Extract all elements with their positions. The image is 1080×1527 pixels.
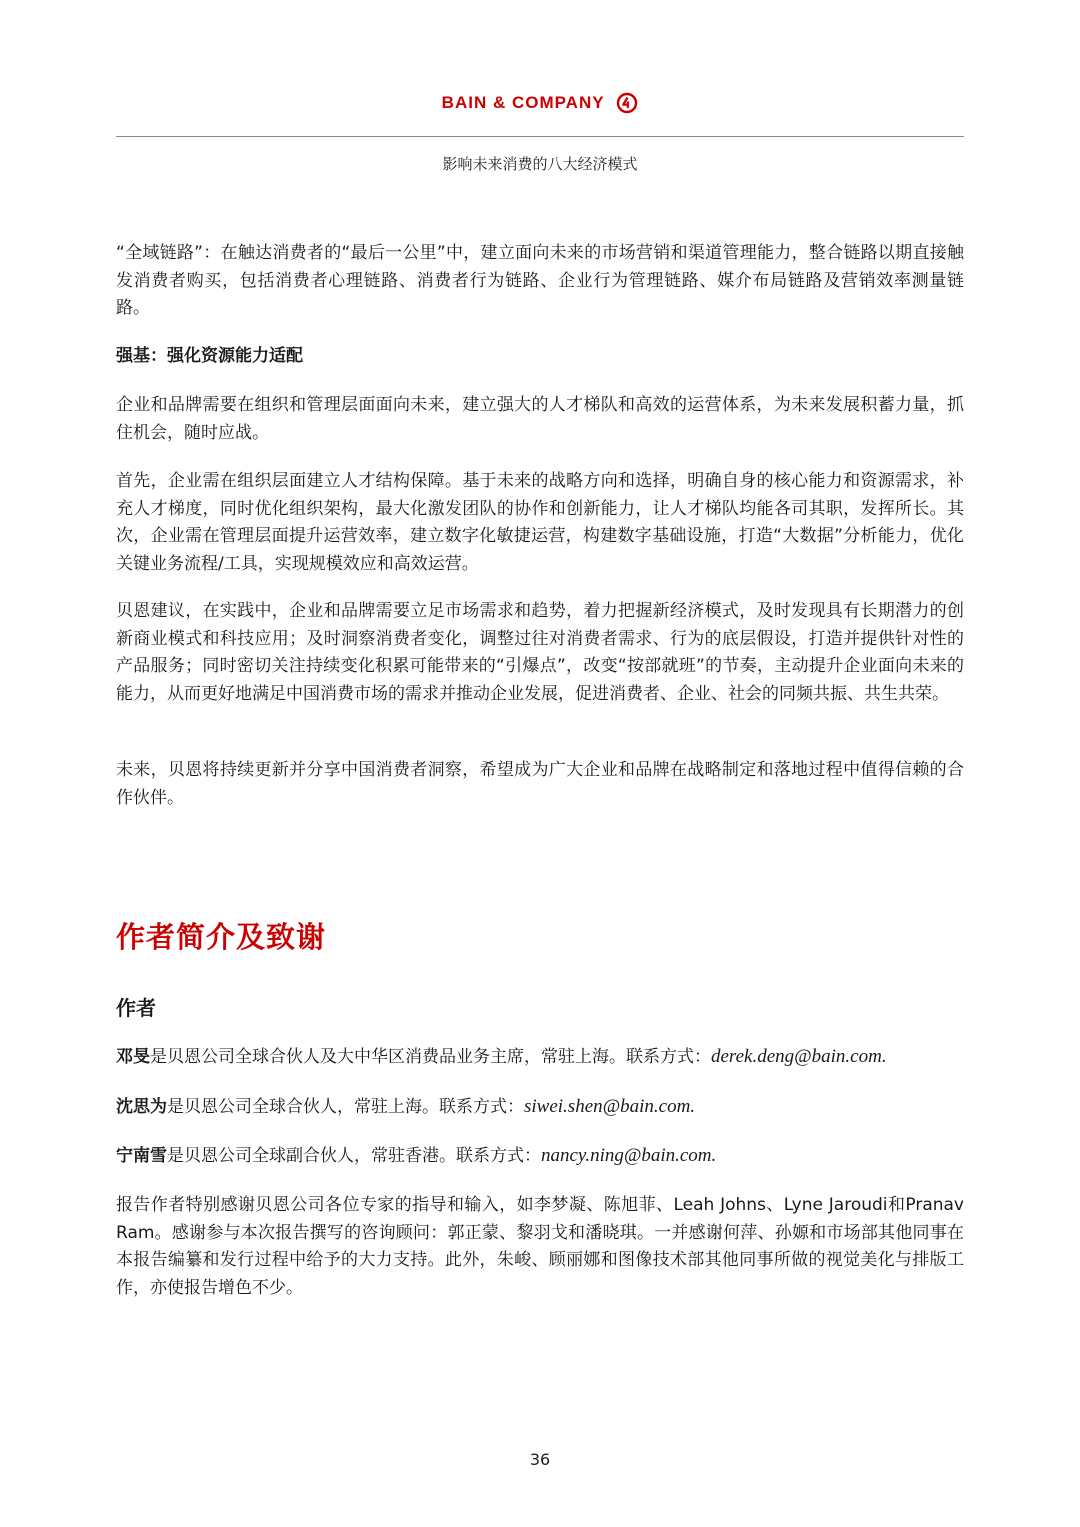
author-name: 邓旻 — [116, 1047, 150, 1067]
paragraph-advice — [116, 598, 964, 708]
logo-text: BAIN & COMPANY — [441, 93, 605, 112]
author-description: 是贝恩公司全球合伙人及大中华区消费品业务主席，常驻上海。联系方式： — [150, 1047, 711, 1067]
paragraph-channel — [116, 240, 964, 323]
paragraph-first — [116, 468, 964, 578]
paragraph-organization — [116, 392, 964, 447]
subheading-foundation — [116, 343, 964, 370]
subheading-foundation-text: 强基：强化资源能力适配 — [116, 346, 303, 366]
acknowledgement-text: 报告作者特别感谢贝恩公司各位专家的指导和输入，如李梦凝、陈旭菲、Leah Johns、Lyne Jaroudi和Pranav Ram。感谢参与本次报告撰写的咨询顾问：郭正蒙、黎羽戈和潘晓琪。一并感谢何萍、孙嫄和市场部其他同事在本报告编纂和发行过程中给予的大力支持。此外，朱峻、顾丽娜和图像技术部其他同事所做的视觉美化与排版工作，亦使报告增色不少。 — [116, 1195, 964, 1298]
acknowledgement — [116, 1192, 964, 1302]
section-title — [116, 917, 964, 957]
header-divider — [116, 136, 964, 137]
author-email: derek.deng@bain.com. — [711, 1046, 887, 1067]
paragraph-organization-text: 企业和品牌需要在组织和管理层面面向未来，建立强大的人才梯队和高效的运营体系，为未来发展积蓄力量，抓住机会，随时应战。 — [116, 395, 964, 443]
author-entry — [116, 1093, 964, 1121]
section-title-text: 作者简介及致谢 — [116, 920, 327, 954]
author-name: 沈思为 — [116, 1097, 167, 1117]
paragraph-advice-text: 贝恩建议，在实践中，企业和品牌需要立足市场需求和趋势，着力把握新经济模式，及时发现具有长期潜力的创新商业模式和科技应用；及时洞察消费者变化，调整过往对消费者需求、行为的底层假设，打造并提供针对性的产品服务；同时密切关注持续变化积累可能带来的“引爆点”，改变“按部就班”的节奏，主动提升企业面向未来的能力，从而更好地满足中国消费市场的需求并推动企业发展，促进消费者、企业、社会的同频共振、共生共荣。 — [116, 601, 964, 704]
authors-heading — [116, 993, 964, 1023]
paragraph-first-text: 首先，企业需在组织层面建立人才结构保障。基于未来的战略方向和选择，明确自身的核心能力和资源需求，补充人才梯度，同时优化组织架构，最大化激发团队的协作和创新能力，让人才梯队均能各司其职，发挥所长。其次，企业需在管理层面提升运营效率，建立数字化敏捷运营，构建数字基础设施，打造“大数据”分析能力，优化关键业务流程/工具，实现规模效应和高效运营。 — [116, 471, 964, 574]
page-number: 36 — [529, 1450, 551, 1469]
author-email: siwei.shen@bain.com. — [524, 1096, 696, 1117]
authors-heading-text: 作者 — [116, 996, 156, 1020]
paragraph-future-text: 未来，贝恩将持续更新并分享中国消费者洞察，希望成为广大企业和品牌在战略制定和落地过程中值得信赖的合作伙伴。 — [116, 760, 964, 808]
bain-circle-icon — [616, 92, 638, 114]
author-email: nancy.ning@bain.com. — [541, 1145, 717, 1166]
author-entry — [116, 1142, 964, 1170]
paragraph-channel-text: “全域链路”：在触达消费者的“最后一公里”中，建立面向未来的市场营销和渠道管理能力，整合链路以期直接触发消费者购买，包括消费者心理链路、消费者行为链路、企业行为管理链路、媒介布局链路及营销效率测量链路。 — [116, 243, 964, 318]
author-description: 是贝恩公司全球副合伙人，常驻香港。联系方式： — [167, 1146, 541, 1166]
author-entry — [116, 1043, 964, 1071]
paragraph-future — [116, 757, 964, 812]
bain-logo — [0, 92, 1080, 114]
author-name: 宁南雪 — [116, 1146, 167, 1166]
author-description: 是贝恩公司全球合伙人，常驻上海。联系方式： — [167, 1097, 524, 1117]
running-title: 影响未来消费的八大经济模式 — [442, 155, 638, 173]
